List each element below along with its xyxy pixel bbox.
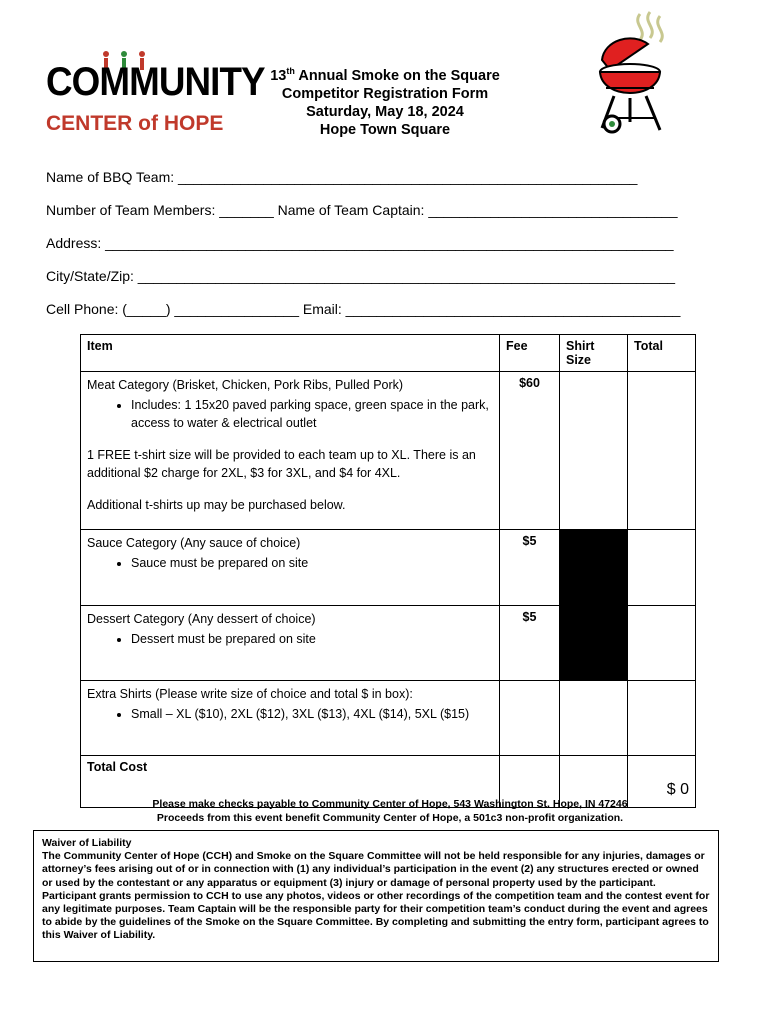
city-state-zip-field[interactable]: City/State/Zip: _____________________________________________________________________	[46, 268, 676, 284]
event-location: Hope Town Square	[319, 121, 451, 138]
dessert-title: Dessert Category (Any dessert of choice)	[87, 612, 316, 626]
header-total: Total	[628, 335, 696, 372]
waiver-heading: Waiver of Liability	[42, 837, 132, 849]
dessert-bullet: • Dessert must be prepared on site	[131, 630, 493, 648]
waiver-box	[33, 830, 719, 962]
bbq-team-name-field[interactable]: Name of BBQ Team: ___________________________________________________________	[46, 169, 638, 185]
dessert-total-input[interactable]	[628, 606, 696, 681]
phone-email-field[interactable]: Cell Phone: (_____) ________________ Email: ___________________________________________	[46, 301, 681, 317]
total-cost-label: Total Cost	[81, 756, 500, 808]
additional-shirts-note: Additional t-shirts up may be purchased below.	[87, 498, 346, 512]
address-field[interactable]: Address: _________________________________________________________________________	[46, 235, 674, 251]
team-members-captain-field[interactable]: Number of Team Members: _______ Name of Team Captain: ________________________________	[46, 202, 678, 218]
shirts-fee-input[interactable]	[500, 681, 560, 756]
dessert-item-cell	[81, 606, 500, 681]
form-title: 13th Annual Smoke on the Square Competitor Registration Form Saturday, May 18, 2024 Hope Town Square	[255, 62, 515, 139]
sauce-fee: $5	[500, 530, 560, 606]
total-cost-amount[interactable]: $ 0	[628, 756, 696, 808]
sauce-bullet: • Sauce must be prepared on site	[131, 554, 493, 572]
meat-fee: $60	[500, 372, 560, 530]
sauce-total-input[interactable]	[628, 530, 696, 606]
shirts-item-cell	[81, 681, 500, 756]
logo-wordmark: COMMUNITY	[46, 60, 265, 104]
table-row-sauce	[81, 530, 696, 606]
tshirt-note: 1 FREE t-shirt size will be provided to each team up to XL. There is an additional $2 charge for 2XL, $3 for 3XL, and $4 for 4XL.	[87, 448, 476, 480]
shirts-bullet: • Small – XL ($10), 2XL ($12), 3XL ($13), 4XL ($14), 5XL ($15)	[131, 705, 493, 723]
sauce-item-cell	[81, 530, 500, 606]
header-item: Item	[81, 335, 500, 372]
table-row-extra-shirts	[81, 681, 696, 756]
registration-table	[80, 334, 696, 808]
event-date: Saturday, May 18, 2024	[306, 103, 464, 120]
sauce-title: Sauce Category (Any sauce of choice)	[87, 536, 301, 550]
meat-bullet: • Includes: 1 15x20 paved parking space, green space in the park, access to water & electrical outlet	[131, 396, 493, 432]
meat-title: Meat Category (Brisket, Chicken, Pork Ribs, Pulled Pork)	[87, 378, 404, 392]
form-subtitle: Competitor Registration Form	[281, 85, 489, 102]
meat-shirt-size-input[interactable]	[560, 372, 628, 530]
payment-instructions: Please make checks payable to Community Center of Hope, 543 Washington St. Hope, IN 47246	[152, 798, 628, 810]
dessert-fee: $5	[500, 606, 560, 681]
shirts-total-input[interactable]	[628, 681, 696, 756]
table-header-row	[81, 335, 696, 372]
logo-subtitle: CENTER of HOPE	[46, 112, 224, 135]
waiver-body: The Community Center of Hope (CCH) and Smoke on the Square Committee will not be held responsible for any injuries, damages or attorney’s fees arising out of or in connection with (1) any individual’s participation in the event (2) any structures erected or owned or used by the contestant or any apparatus or equipment (3) injury or damage of personal property used by the participant. Participant grants permission to CCH to use any photos, videos or other recordings of the competition team and the contest event for any legitimate purposes. Team Captain will be the responsible party for their competition team’s conduct during the event and agrees to abide by the guidelines of the Smoke on the Square Committee. By completing and submitting the entry form, participant agrees to this Waiver of Liability.	[42, 850, 710, 942]
header-shirt-size: Shirt Size	[560, 335, 628, 372]
bbq-grill-icon	[592, 10, 674, 136]
proceeds-note: Proceeds from this event benefit Community Center of Hope, a 501c3 non-profit organization.	[156, 812, 624, 824]
header-fee: Fee	[500, 335, 560, 372]
meat-total-input[interactable]	[628, 372, 696, 530]
meat-item-cell	[81, 372, 500, 530]
table-row-meat	[81, 372, 696, 530]
shirt-size-blocked-cell	[560, 530, 628, 681]
shirts-size-input[interactable]	[560, 681, 628, 756]
shirts-title: Extra Shirts (Please write size of choice and total $ in box):	[87, 687, 413, 701]
